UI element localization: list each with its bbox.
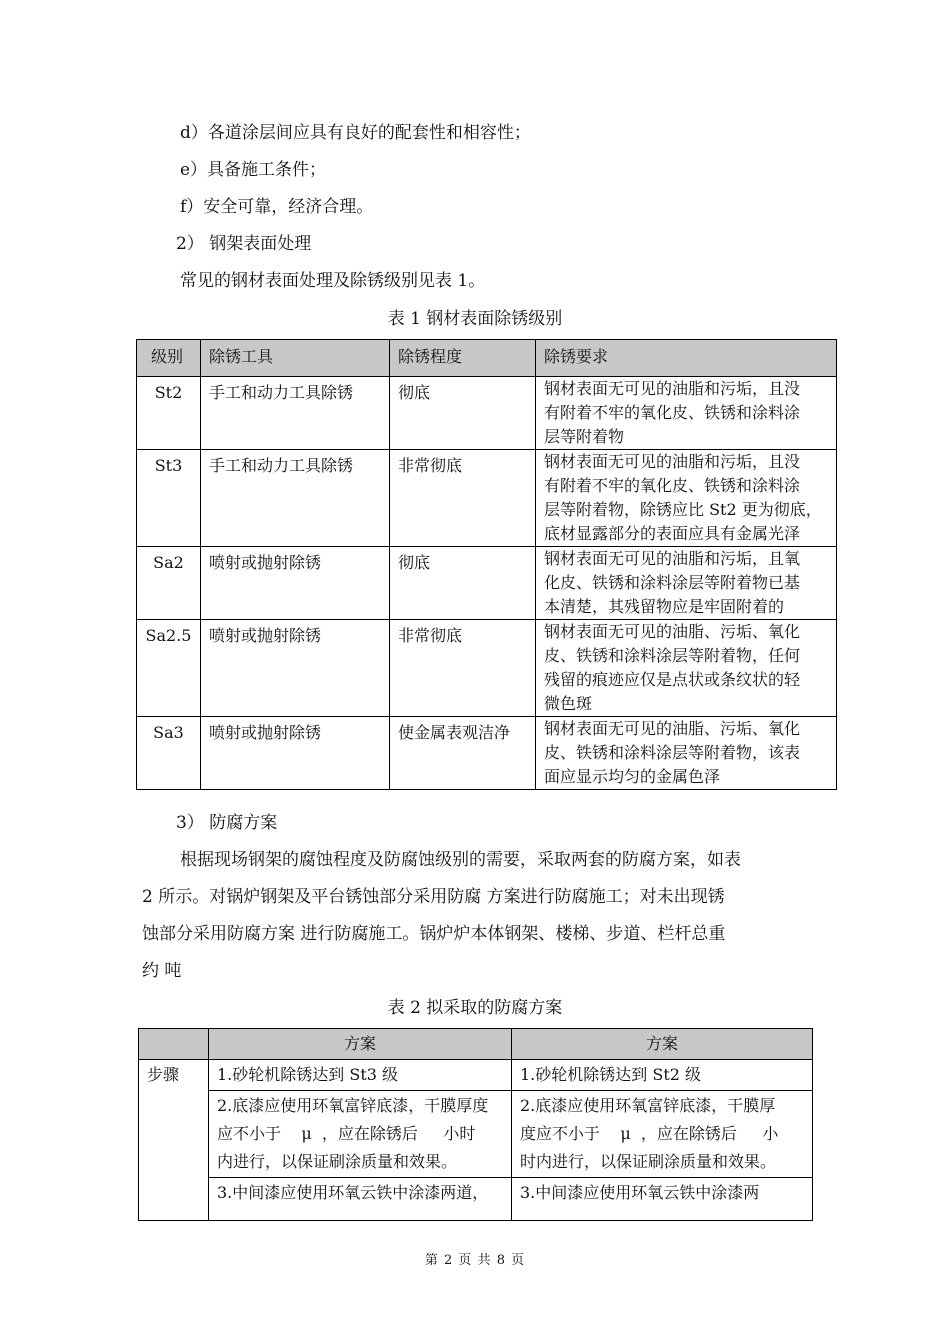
column-header-plan-a: 方案: [209, 1029, 512, 1060]
requirement-line: 有附着不牢的氧化皮、铁锈和涂料涂: [544, 403, 801, 422]
tool-cell: 喷射或抛射除锈: [201, 620, 390, 717]
step-line: 1.砂轮机除锈达到 St2 级: [520, 1065, 702, 1084]
list-item-e: e）具备施工条件；: [180, 160, 327, 180]
step-label-cell: 步骤: [139, 1060, 209, 1221]
requirement-line: 层等附着物: [544, 427, 625, 446]
level-cell: Sa2.5: [137, 620, 201, 717]
column-header-degree: 除锈程度: [390, 340, 536, 377]
step-line: 3.中间漆应使用环氧云铁中涂漆两道，: [217, 1183, 489, 1202]
requirement-line: 化皮、铁锈和涂料涂层等附着物已基: [544, 573, 801, 592]
requirement-line: 微色斑: [544, 694, 593, 713]
table-header-row: [139, 1029, 813, 1060]
anticorrosion-plan-table: [138, 1028, 813, 1221]
plan-a-step: [209, 1178, 512, 1221]
paragraph-line: 约 吨: [142, 961, 182, 981]
requirement-cell: [536, 620, 837, 717]
table-row: [137, 547, 837, 620]
table-row: [137, 377, 837, 450]
requirement-cell: [536, 450, 837, 547]
tool-cell: 手工和动力工具除锈: [201, 377, 390, 450]
requirement-line: 面应显示均匀的金属色泽: [544, 767, 721, 786]
plan-b-step: [512, 1091, 813, 1178]
column-header-tool: 除锈工具: [201, 340, 390, 377]
paragraph-line: 2 所示。对锅炉钢架及平台锈蚀部分采用防腐 方案进行防腐施工；对未出现锈: [142, 887, 725, 907]
step-line: 2.底漆应使用环氧富锌底漆，干膜厚: [520, 1096, 776, 1115]
plan-a-step: [209, 1060, 512, 1091]
requirement-line: 皮、铁锈和涂料涂层等附着物，该表: [544, 743, 801, 762]
table-row: [137, 450, 837, 547]
step-line: 应不小于 μ ，应在除锈后 小时: [217, 1124, 476, 1143]
plan-b-step: [512, 1060, 813, 1091]
requirement-line: 残留的痕迹应仅是点状或条纹状的轻: [544, 670, 801, 689]
requirement-cell: [536, 547, 837, 620]
table-row: [139, 1091, 813, 1178]
step-line: 内进行，以保证刷涂质量和效果。: [217, 1152, 458, 1171]
column-header-blank: [139, 1029, 209, 1060]
level-cell: St3: [137, 450, 201, 547]
level-cell: Sa2: [137, 547, 201, 620]
column-header-plan-b: 方案: [512, 1029, 813, 1060]
section-heading-anticorrosion-plan: 3） 防腐方案: [176, 813, 278, 833]
step-line: 度应不小于 μ ，应在除锈后 小: [520, 1124, 779, 1143]
tool-cell: 手工和动力工具除锈: [201, 450, 390, 547]
table-row: [139, 1060, 813, 1091]
degree-cell: 非常彻底: [390, 450, 536, 547]
table-row: [139, 1178, 813, 1221]
paragraph-line: 根据现场钢架的腐蚀程度及防腐蚀级别的需要，采取两套的防腐方案，如表: [180, 850, 741, 870]
rust-grade-table: [136, 339, 837, 790]
table2-caption: 表 2 拟采取的防腐方案: [387, 998, 563, 1018]
table-header-row: [137, 340, 837, 377]
degree-cell: 彻底: [390, 547, 536, 620]
tool-cell: 喷射或抛射除锈: [201, 717, 390, 790]
column-header-requirement: 除锈要求: [536, 340, 837, 377]
requirement-line: 有附着不牢的氧化皮、铁锈和涂料涂: [544, 476, 801, 495]
section-intro: 常见的钢材表面处理及除锈级别见表 1。: [180, 271, 486, 291]
requirement-line: 本清楚，其残留物应是牢固附着的: [544, 597, 785, 616]
tool-cell: 喷射或抛射除锈: [201, 547, 390, 620]
requirement-line: 层等附着物，除锈应比 St2 更为彻底，: [544, 500, 822, 519]
degree-cell: 彻底: [390, 377, 536, 450]
level-cell: St2: [137, 377, 201, 450]
degree-cell: 使金属表观洁净: [390, 717, 536, 790]
degree-cell: 非常彻底: [390, 620, 536, 717]
step-line: 1.砂轮机除锈达到 St3 级: [217, 1065, 399, 1084]
list-item-d: d）各道涂层间应具有良好的配套性和相容性；: [180, 123, 531, 143]
page-number: 第 2 页 共 8 页: [424, 1253, 526, 1268]
requirement-line: 钢材表面无可见的油脂和污垢，且没: [544, 379, 801, 398]
requirement-cell: [536, 717, 837, 790]
paragraph-line: 蚀部分采用防腐方案 进行防腐施工。锅炉炉本体钢架、楼梯、步道、栏杆总重: [142, 924, 726, 944]
requirement-line: 钢材表面无可见的油脂和污垢，且氧: [544, 549, 801, 568]
requirement-cell: [536, 377, 837, 450]
column-header-level: 级别: [137, 340, 201, 377]
step-line: 时内进行，以保证刷涂质量和效果。: [520, 1152, 777, 1171]
list-item-f: f）安全可靠，经济合理。: [180, 197, 374, 217]
table1-caption: 表 1 钢材表面除锈级别: [387, 309, 563, 329]
table-row: [137, 620, 837, 717]
table-row: [137, 717, 837, 790]
requirement-line: 钢材表面无可见的油脂、污垢、氧化: [544, 622, 801, 641]
plan-b-step: [512, 1178, 813, 1221]
section-heading-surface-treatment: 2） 钢架表面处理: [176, 234, 312, 254]
step-line: 3.中间漆应使用环氧云铁中涂漆两: [520, 1183, 760, 1202]
plan-a-step: [209, 1091, 512, 1178]
level-cell: Sa3: [137, 717, 201, 790]
step-line: 2.底漆应使用环氧富锌底漆，干膜厚度: [217, 1096, 489, 1115]
requirement-line: 钢材表面无可见的油脂、污垢、氧化: [544, 719, 801, 738]
requirement-line: 底材显露部分的表面应具有金属光泽: [544, 524, 801, 543]
requirement-line: 钢材表面无可见的油脂和污垢，且没: [544, 452, 801, 471]
requirement-line: 皮、铁锈和涂料涂层等附着物，任何: [544, 646, 801, 665]
